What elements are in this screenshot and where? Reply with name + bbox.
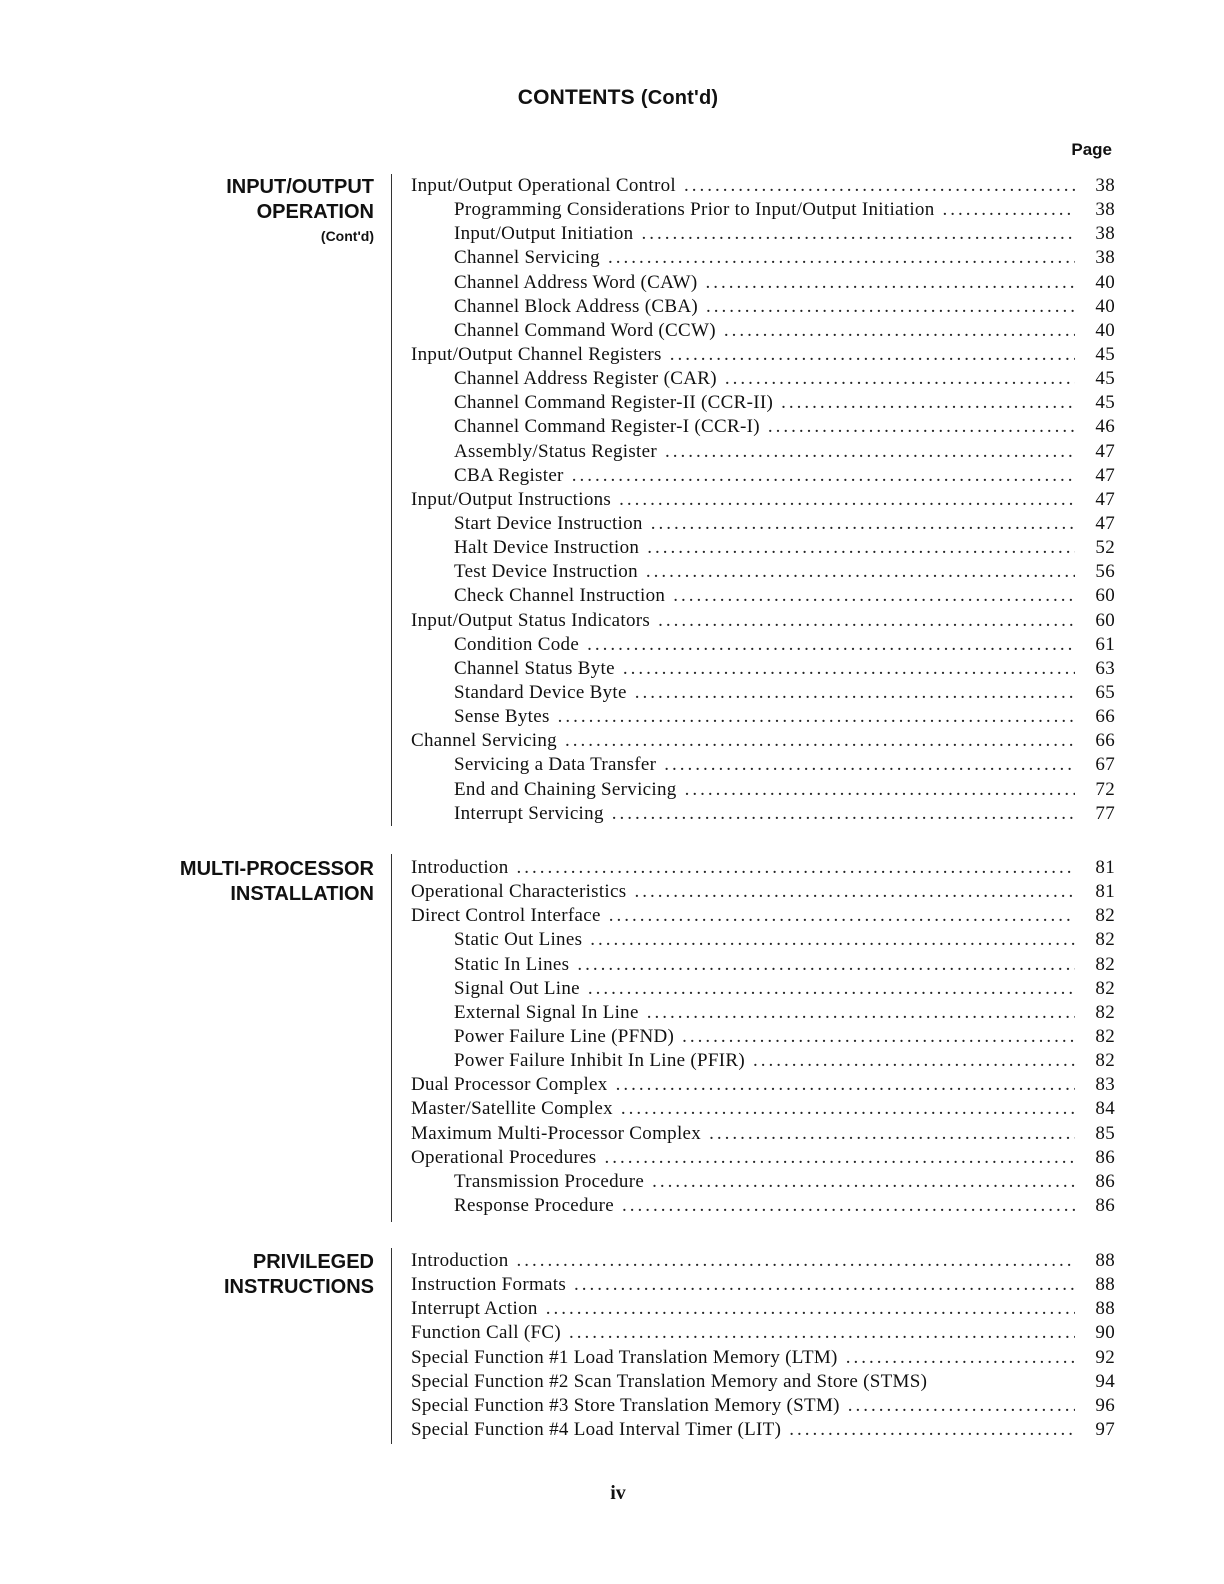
toc-entry-page: 46 xyxy=(1095,416,1115,438)
toc-entry-page: 82 xyxy=(1095,953,1115,975)
dot-leader xyxy=(621,1098,1075,1120)
toc-entry-page: 60 xyxy=(1095,585,1115,607)
toc-entry[interactable] xyxy=(411,1002,1115,1026)
toc-entry-list xyxy=(411,175,1115,827)
toc-entry-page: 85 xyxy=(1095,1122,1115,1144)
toc-entry[interactable] xyxy=(411,1147,1115,1171)
toc-entry-page: 66 xyxy=(1095,730,1115,752)
toc-entry-page: 66 xyxy=(1095,706,1115,728)
toc-entry-page: 82 xyxy=(1095,929,1115,951)
dot-leader xyxy=(651,513,1075,535)
dot-leader xyxy=(706,296,1075,318)
toc-entry-label: Start Device Instruction xyxy=(454,512,643,534)
toc-entry-label: Channel Status Byte xyxy=(454,657,615,679)
toc-entry-label: Channel Address Register (CAR) xyxy=(454,368,717,390)
column-divider xyxy=(391,174,392,826)
toc-entry[interactable] xyxy=(411,1026,1115,1050)
dot-leader xyxy=(652,1171,1075,1193)
toc-entry-label: Standard Device Byte xyxy=(454,681,627,703)
toc-entry[interactable] xyxy=(411,296,1115,320)
toc-entry[interactable] xyxy=(411,905,1115,929)
toc-entry[interactable] xyxy=(411,658,1115,682)
dot-leader xyxy=(608,247,1075,269)
toc-entry[interactable] xyxy=(411,561,1115,585)
toc-entry[interactable] xyxy=(411,1347,1115,1371)
dot-leader xyxy=(558,706,1075,728)
toc-entry[interactable] xyxy=(411,1050,1115,1074)
toc-entry-page: 90 xyxy=(1095,1322,1115,1344)
section-heading-line: INPUT/OUTPUT xyxy=(226,176,374,198)
toc-entry[interactable] xyxy=(411,1419,1115,1443)
dot-leader xyxy=(789,1419,1075,1441)
toc-entry-page: 92 xyxy=(1095,1346,1115,1368)
toc-entry[interactable] xyxy=(411,1274,1115,1298)
dot-leader xyxy=(646,561,1075,583)
toc-entry-page: 94 xyxy=(1095,1370,1115,1392)
toc-entry-label: Halt Device Instruction xyxy=(454,537,640,559)
toc-entry[interactable] xyxy=(411,392,1115,416)
dot-leader xyxy=(753,1050,1075,1072)
toc-entry-page: 47 xyxy=(1095,488,1115,510)
toc-entry[interactable] xyxy=(411,610,1115,634)
toc-entry[interactable] xyxy=(411,368,1115,392)
dot-leader xyxy=(622,1195,1075,1217)
dot-leader xyxy=(546,1298,1075,1320)
dot-leader xyxy=(619,489,1075,511)
toc-entry-page: 47 xyxy=(1095,512,1115,534)
toc-entry[interactable] xyxy=(411,1322,1115,1346)
toc-entry[interactable] xyxy=(411,247,1115,271)
dot-leader xyxy=(587,634,1075,656)
toc-entry-label: Channel Servicing xyxy=(454,247,600,269)
toc-entry-page: 96 xyxy=(1095,1394,1115,1416)
toc-entry-label: Static Out Lines xyxy=(454,929,583,951)
toc-entry-label: CBA Register xyxy=(454,464,564,486)
column-divider xyxy=(391,854,392,1222)
section-heading-line: INSTALLATION xyxy=(230,883,374,905)
section-heading-line: OPERATION xyxy=(256,201,374,223)
toc-entry-label: Input/Output Status Indicators xyxy=(411,609,651,631)
toc-entry[interactable] xyxy=(411,1298,1115,1322)
dot-leader xyxy=(588,978,1075,1000)
toc-entry-page: 38 xyxy=(1095,175,1115,196)
toc-entry-label: Interrupt Action xyxy=(411,1298,538,1320)
toc-entry-label: Operational Characteristics xyxy=(411,881,627,903)
toc-entry[interactable] xyxy=(411,730,1115,754)
toc-entry[interactable] xyxy=(411,1171,1115,1195)
toc-entry-label: Channel Command Register-I (CCR-I) xyxy=(454,416,760,438)
toc-entry-label: Servicing a Data Transfer xyxy=(454,754,657,776)
toc-entry-label: Special Function #4 Load Interval Timer (LIT) xyxy=(411,1418,782,1440)
toc-entry-page: 81 xyxy=(1095,881,1115,903)
toc-entry-page: 84 xyxy=(1095,1098,1115,1120)
toc-entry-label: Programming Considerations Prior to Input/Output Initiation xyxy=(454,199,935,221)
toc-entry-label: Check Channel Instruction xyxy=(454,585,666,607)
toc-entry[interactable] xyxy=(411,441,1115,465)
toc-entry-page: 82 xyxy=(1095,1050,1115,1072)
dot-leader xyxy=(684,175,1075,197)
section-heading xyxy=(150,175,374,247)
toc-entry-page: 81 xyxy=(1095,857,1115,878)
section-heading-sub: (Cont'd) xyxy=(320,228,374,244)
toc-entry-page: 82 xyxy=(1095,1001,1115,1023)
dot-leader xyxy=(565,730,1075,752)
toc-entry-page: 67 xyxy=(1095,754,1115,776)
toc-entry-label: Channel Address Word (CAW) xyxy=(454,271,698,293)
toc-entry-label: Response Procedure xyxy=(454,1194,614,1216)
toc-entry[interactable] xyxy=(411,929,1115,953)
dot-leader xyxy=(616,1074,1075,1096)
dot-leader xyxy=(647,1002,1075,1024)
dot-leader xyxy=(724,320,1075,342)
toc-entry-label: Power Failure Line (PFND) xyxy=(454,1025,675,1047)
dot-leader xyxy=(574,1274,1075,1296)
section-heading-line: INSTRUCTIONS xyxy=(224,1276,374,1298)
toc-entry[interactable] xyxy=(411,272,1115,296)
toc-entry-page: 38 xyxy=(1095,199,1115,221)
toc-entry[interactable] xyxy=(411,754,1115,778)
toc-entry-label: Special Function #2 Scan Translation Memory and Store (STMS) xyxy=(411,1370,928,1392)
dot-leader xyxy=(705,272,1075,294)
toc-entry-page: 56 xyxy=(1095,561,1115,583)
toc-entry-page: 77 xyxy=(1095,802,1115,824)
toc-entry[interactable] xyxy=(411,199,1115,223)
toc-entry-page: 45 xyxy=(1095,343,1115,365)
toc-entry[interactable] xyxy=(411,682,1115,706)
toc-entry-page: 82 xyxy=(1095,1025,1115,1047)
dot-leader xyxy=(848,1395,1075,1417)
toc-entry-page: 38 xyxy=(1095,223,1115,245)
title-text: CONTENTS xyxy=(517,86,635,109)
dot-leader xyxy=(635,682,1075,704)
dot-leader xyxy=(647,537,1075,559)
toc-entry-label: Static In Lines xyxy=(454,953,570,975)
dot-leader xyxy=(664,754,1075,776)
toc-entry-page: 45 xyxy=(1095,392,1115,414)
toc-entry-list xyxy=(411,1250,1115,1443)
toc-entry-label: Transmission Procedure xyxy=(454,1170,645,1192)
column-divider xyxy=(391,1248,392,1444)
toc-entry[interactable] xyxy=(411,513,1115,537)
toc-entry-page: 82 xyxy=(1095,977,1115,999)
toc-entry-page: 72 xyxy=(1095,778,1115,800)
dot-leader xyxy=(665,441,1075,463)
section-heading xyxy=(150,1250,374,1300)
page-number: iv xyxy=(610,1482,626,1504)
dot-leader xyxy=(709,1123,1075,1145)
toc-entry[interactable] xyxy=(411,1371,1115,1395)
dot-leader xyxy=(634,881,1075,903)
section-heading-line: MULTI-PROCESSOR xyxy=(179,858,374,880)
toc-entry[interactable] xyxy=(411,585,1115,609)
toc-entry[interactable] xyxy=(411,779,1115,803)
toc-entry-page: 52 xyxy=(1095,537,1115,559)
page-title xyxy=(0,86,1224,110)
dot-leader xyxy=(673,585,1075,607)
toc-entry-label: Input/Output Instructions xyxy=(411,488,612,510)
toc-entry-page: 86 xyxy=(1095,1170,1115,1192)
toc-entry[interactable] xyxy=(411,1098,1115,1122)
toc-entry[interactable] xyxy=(411,803,1115,827)
toc-entry-label: Direct Control Interface xyxy=(411,905,601,927)
dot-leader xyxy=(572,465,1075,487)
toc-entry-label: End and Chaining Servicing xyxy=(454,778,677,800)
dot-leader xyxy=(846,1347,1075,1369)
toc-entry[interactable] xyxy=(411,706,1115,730)
toc-entry-page: 83 xyxy=(1095,1074,1115,1096)
toc-entry-label: Input/Output Channel Registers xyxy=(411,343,662,365)
toc-entry[interactable] xyxy=(411,489,1115,513)
dot-leader xyxy=(670,344,1075,366)
toc-entry-label: Dual Processor Complex xyxy=(411,1074,608,1096)
toc-entry[interactable] xyxy=(411,1395,1115,1419)
toc-entry[interactable] xyxy=(411,978,1115,1002)
toc-entry[interactable] xyxy=(411,175,1115,199)
toc-entry[interactable] xyxy=(411,1074,1115,1098)
title-sub: (Cont'd) xyxy=(640,87,719,109)
toc-entry-page: 40 xyxy=(1095,295,1115,317)
toc-entry-label: Maximum Multi-Processor Complex xyxy=(411,1122,702,1144)
toc-entry-page: 38 xyxy=(1095,247,1115,269)
toc-entry-label: External Signal In Line xyxy=(454,1001,639,1023)
toc-entry[interactable] xyxy=(411,223,1115,247)
dot-leader xyxy=(641,223,1075,245)
toc-entry[interactable] xyxy=(411,634,1115,658)
toc-entry-label: Channel Command Register-II (CCR-II) xyxy=(454,392,774,414)
toc-entry-label: Channel Servicing xyxy=(411,730,557,752)
toc-entry[interactable] xyxy=(411,465,1115,489)
toc-entry-label: Interrupt Servicing xyxy=(454,802,604,824)
dot-leader xyxy=(623,658,1075,680)
toc-entry[interactable] xyxy=(411,1250,1115,1274)
toc-entry-page: 65 xyxy=(1095,681,1115,703)
toc-entry[interactable] xyxy=(411,857,1115,881)
toc-entry-page: 47 xyxy=(1095,464,1115,486)
dot-leader xyxy=(590,929,1075,951)
toc-entry-page: 86 xyxy=(1095,1194,1115,1216)
toc-entry-page: 82 xyxy=(1095,905,1115,927)
dot-leader xyxy=(682,1026,1075,1048)
toc-entry-label: Assembly/Status Register xyxy=(454,440,657,462)
toc-entry-label: Power Failure Inhibit In Line (PFIR) xyxy=(454,1050,746,1072)
toc-entry-label: Channel Block Address (CBA) xyxy=(454,295,698,317)
toc-entry-label: Sense Bytes xyxy=(454,706,550,728)
toc-entry-label: Special Function #1 Load Translation Memory (LTM) xyxy=(411,1346,838,1368)
toc-entry-label: Signal Out Line xyxy=(454,977,580,999)
dot-leader xyxy=(685,779,1075,801)
dot-leader xyxy=(569,1322,1075,1344)
toc-entry-label: Test Device Instruction xyxy=(454,561,638,583)
page-column-header: Page xyxy=(1071,140,1112,159)
toc-entry-label: Operational Procedures xyxy=(411,1146,597,1168)
dot-leader xyxy=(943,199,1075,221)
toc-entry-label: Channel Command Word (CCW) xyxy=(454,319,716,341)
dot-leader xyxy=(658,610,1075,632)
dot-leader xyxy=(725,368,1075,390)
toc-entry-label: Input/Output Initiation xyxy=(454,223,634,245)
toc-entry-label: Introduction xyxy=(411,857,509,878)
toc-entry-page: 88 xyxy=(1095,1274,1115,1296)
toc-entry[interactable] xyxy=(411,1195,1115,1219)
toc-entry-label: Special Function #3 Store Translation Memory (STM) xyxy=(411,1394,840,1416)
toc-entry-label: Instruction Formats xyxy=(411,1274,567,1296)
toc-entry-label: Introduction xyxy=(411,1250,509,1271)
toc-entry-label: Function Call (FC) xyxy=(411,1322,562,1344)
toc-entry-page: 86 xyxy=(1095,1146,1115,1168)
dot-leader xyxy=(609,905,1075,927)
toc-entry-page: 45 xyxy=(1095,368,1115,390)
toc-entry-label: Input/Output Operational Control xyxy=(411,175,677,196)
dot-leader xyxy=(604,1147,1075,1169)
toc-entry-list xyxy=(411,857,1115,1219)
dot-leader xyxy=(781,392,1075,414)
section-heading xyxy=(150,857,374,907)
toc-entry[interactable] xyxy=(411,416,1115,440)
toc-entry[interactable] xyxy=(411,344,1115,368)
dot-leader xyxy=(517,1250,1075,1272)
toc-entry-label: Master/Satellite Complex xyxy=(411,1098,613,1120)
dot-leader xyxy=(577,954,1075,976)
toc-entry-page: 60 xyxy=(1095,609,1115,631)
toc-entry[interactable] xyxy=(411,320,1115,344)
toc-entry[interactable] xyxy=(411,537,1115,561)
toc-entry-page: 63 xyxy=(1095,657,1115,679)
toc-entry[interactable] xyxy=(411,881,1115,905)
toc-entry-page: 97 xyxy=(1095,1418,1115,1440)
toc-entry-page: 40 xyxy=(1095,271,1115,293)
toc-entry-page: 88 xyxy=(1095,1250,1115,1271)
toc-entry[interactable] xyxy=(411,954,1115,978)
dot-leader xyxy=(517,857,1075,879)
toc-entry-page: 47 xyxy=(1095,440,1115,462)
dot-leader xyxy=(768,416,1075,438)
toc-entry-page: 88 xyxy=(1095,1298,1115,1320)
toc-entry-page: 40 xyxy=(1095,319,1115,341)
dot-leader xyxy=(612,803,1075,825)
toc-entry[interactable] xyxy=(411,1123,1115,1147)
toc-entry-page: 61 xyxy=(1095,633,1115,655)
section-heading-line: PRIVILEGED xyxy=(252,1251,374,1273)
toc-entry-label: Condition Code xyxy=(454,633,580,655)
